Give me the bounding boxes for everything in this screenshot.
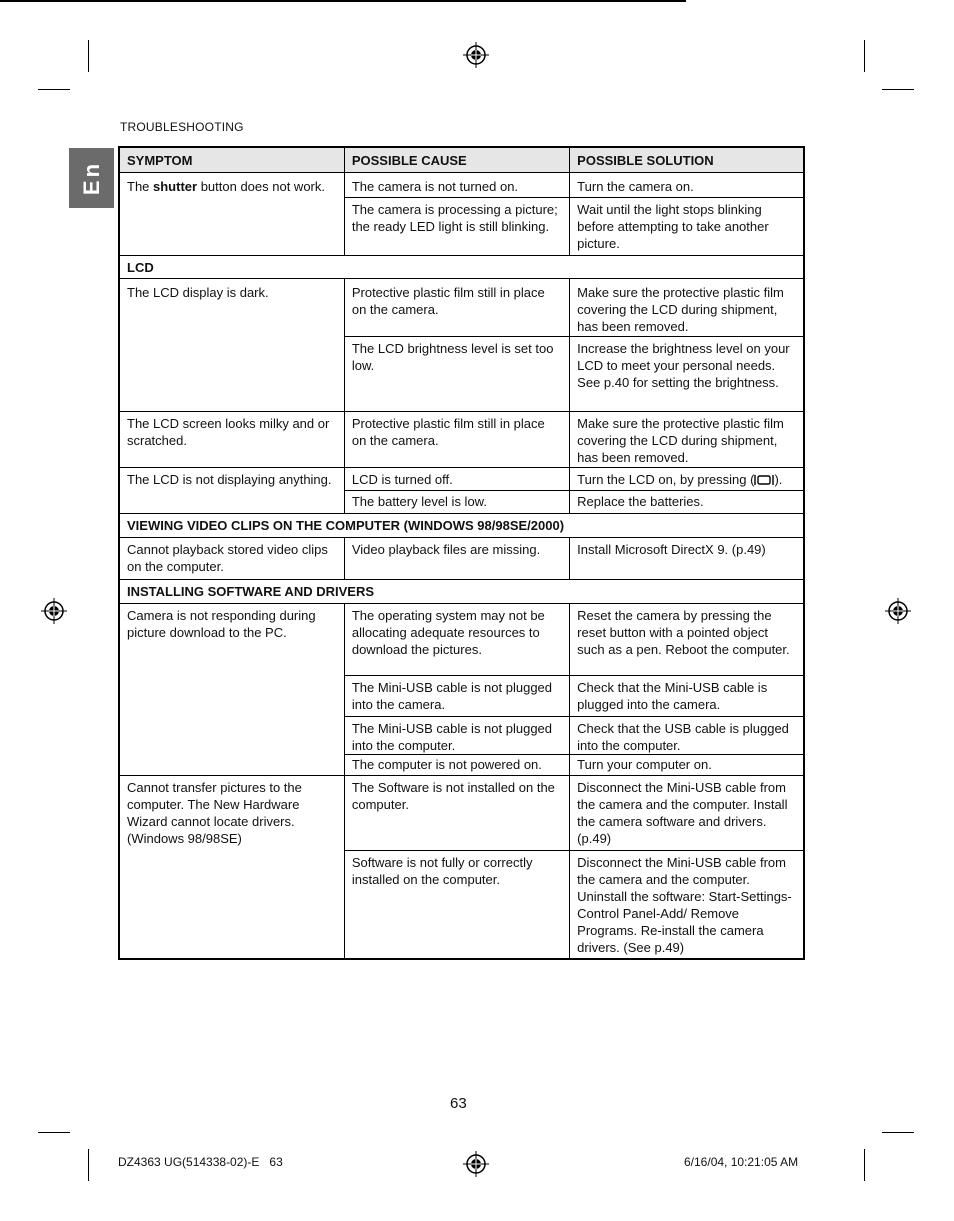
crop-mark — [864, 1149, 865, 1181]
crop-mark — [864, 40, 865, 72]
symptom-cell: Camera is not responding during picture download to the PC. — [119, 604, 344, 776]
header-rule — [0, 0, 686, 2]
crop-mark — [38, 89, 70, 90]
solution-cell: Turn your computer on. — [570, 755, 804, 776]
symptom-cell: The LCD display is dark. — [119, 279, 344, 412]
solution-cell: Turn the LCD on, by pressing ( ). — [570, 468, 804, 491]
footer-timestamp: 6/16/04, 10:21:05 AM — [684, 1155, 799, 1169]
cause-cell: Software is not fully or correctly installed on the computer. — [344, 851, 569, 959]
table-row — [119, 279, 804, 337]
symptom-cell: The LCD screen looks milky and or scratched. — [119, 412, 344, 468]
section-row — [119, 514, 804, 538]
cause-cell: LCD is turned off. — [344, 468, 569, 491]
cause-cell: The Software is not installed on the computer. — [344, 776, 569, 851]
section-lcd: LCD — [119, 256, 804, 279]
solution-cell: Make sure the protective plastic film covering the LCD during shipment, has been removed. — [570, 412, 804, 468]
solution-cell: Wait until the light stops blinking before attempting to take another picture. — [570, 198, 804, 256]
solution-cell: Make sure the protective plastic film covering the LCD during shipment, has been removed. — [570, 279, 804, 337]
cause-cell: The LCD brightness level is set too low. — [344, 337, 569, 412]
cause-cell: The Mini-USB cable is not plugged into the computer. — [344, 717, 569, 755]
language-tab-label: En — [78, 160, 104, 196]
solution-cell: Check that the Mini-USB cable is plugged into the camera. — [570, 676, 804, 717]
header-cause: POSSIBLE CAUSE — [344, 147, 569, 173]
cause-cell: Protective plastic film still in place on the camera. — [344, 279, 569, 337]
cause-cell: The computer is not powered on. — [344, 755, 569, 776]
crop-mark — [88, 40, 89, 72]
solution-cell: Disconnect the Mini-USB cable from the camera and the computer. Install the camera software and drivers. (p.49) — [570, 776, 804, 851]
cause-cell: The Mini-USB cable is not plugged into the camera. — [344, 676, 569, 717]
symptom-cell: Cannot playback stored video clips on the computer. — [119, 538, 344, 580]
footer-job-code: DZ4363 UG(514338-02)-E 63 — [118, 1155, 283, 1169]
symptom-cell: The shutter button does not work. — [119, 173, 344, 256]
solution-cell: Check that the USB cable is plugged into the computer. — [570, 717, 804, 755]
registration-mark-icon — [885, 598, 911, 624]
header-solution: POSSIBLE SOLUTION — [570, 147, 804, 173]
table-row — [119, 604, 804, 676]
registration-mark-icon — [41, 598, 67, 624]
cause-cell: Protective plastic film still in place on the camera. — [344, 412, 569, 468]
solution-cell: Increase the brightness level on your LCD to meet your personal needs. See p.40 for setting the brightness. — [570, 337, 804, 412]
cause-cell: The operating system may not be allocating adequate resources to download the pictures. — [344, 604, 569, 676]
cause-cell: The camera is not turned on. — [344, 173, 569, 198]
page-number: 63 — [450, 1095, 467, 1112]
header-symptom: SYMPTOM — [119, 147, 344, 173]
symptom-cell: Cannot transfer pictures to the computer. The New Hardware Wizard cannot locate drivers. (Windows 98/98SE) — [119, 776, 344, 959]
solution-cell: Replace the batteries. — [570, 491, 804, 514]
troubleshooting-table — [118, 146, 805, 960]
cause-cell: Video playback files are missing. — [344, 538, 569, 580]
table-row — [119, 538, 804, 580]
solution-cell: Reset the camera by pressing the reset button with a pointed object such as a pen. Reboot the computer. — [570, 604, 804, 676]
registration-mark-icon — [463, 1151, 489, 1177]
solution-cell: Turn the camera on. — [570, 173, 804, 198]
table-row — [119, 776, 804, 851]
table-header-row — [119, 147, 804, 173]
language-tab — [69, 148, 114, 208]
section-video: VIEWING VIDEO CLIPS ON THE COMPUTER (WINDOWS 98/98SE/2000) — [119, 514, 804, 538]
section-install: INSTALLING SOFTWARE AND DRIVERS — [119, 580, 804, 604]
table-row — [119, 173, 804, 198]
cause-cell: The battery level is low. — [344, 491, 569, 514]
crop-mark — [88, 1149, 89, 1181]
solution-cell: Install Microsoft DirectX 9. (p.49) — [570, 538, 804, 580]
table-row — [119, 412, 804, 468]
crop-mark — [882, 1132, 914, 1133]
lcd-button-icon — [754, 473, 774, 485]
crop-mark — [882, 89, 914, 90]
table-row — [119, 468, 804, 491]
crop-mark — [38, 1132, 70, 1133]
cause-cell: The camera is processing a picture; the ready LED light is still blinking. — [344, 198, 569, 256]
section-row — [119, 580, 804, 604]
registration-mark-icon — [463, 42, 489, 68]
section-heading: TROUBLESHOOTING — [120, 120, 244, 134]
solution-cell: Disconnect the Mini-USB cable from the camera and the computer. Uninstall the software: Start-Settings-Control Panel-Add/ Remove Programs. Re-install the camera drivers. (See p.49) — [570, 851, 804, 959]
symptom-cell: The LCD is not displaying anything. — [119, 468, 344, 514]
section-row — [119, 256, 804, 279]
